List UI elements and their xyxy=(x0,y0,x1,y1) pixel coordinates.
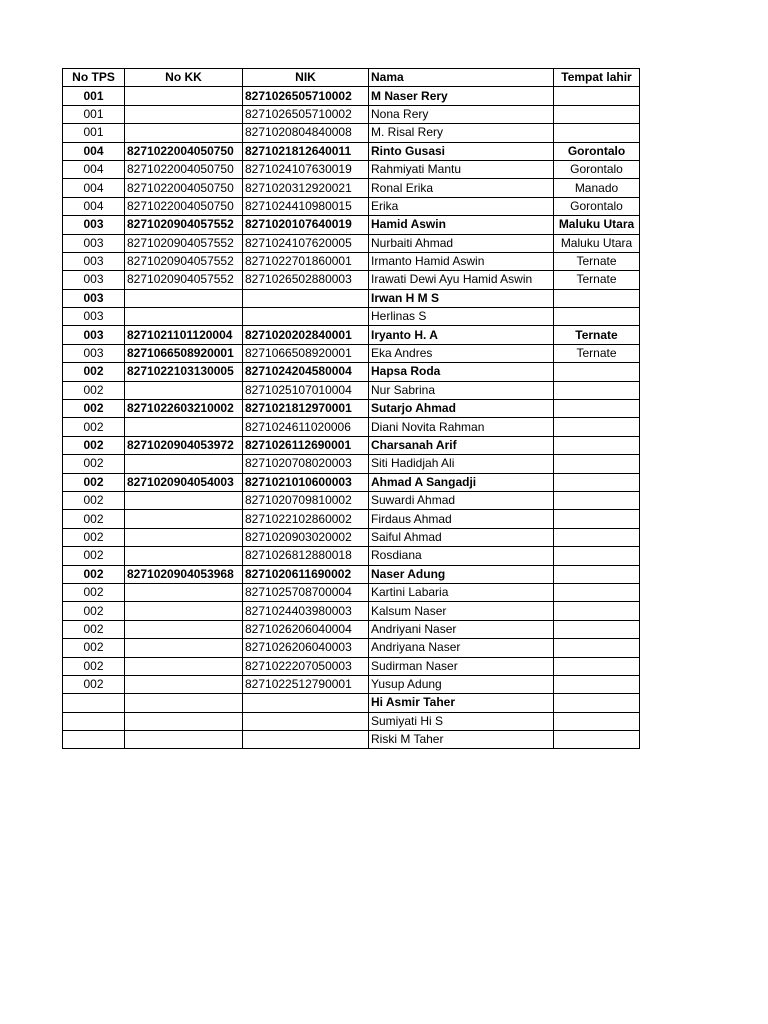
cell-nik: 8271020709810002 xyxy=(243,491,369,509)
cell-tempat-lahir xyxy=(554,400,640,418)
cell-nama: Sutarjo Ahmad xyxy=(369,400,554,418)
cell-nik: 8271066508920001 xyxy=(243,344,369,362)
cell-tempat-lahir xyxy=(554,510,640,528)
cell-nama: Hi Asmir Taher xyxy=(369,694,554,712)
cell-nama: Herlinas S xyxy=(369,308,554,326)
cell-no-tps xyxy=(63,731,125,749)
cell-nama: M. Risal Rery xyxy=(369,124,554,142)
table-row xyxy=(63,620,640,638)
cell-no-tps: 002 xyxy=(63,657,125,675)
table-row xyxy=(63,124,640,142)
cell-nama: Sudirman Naser xyxy=(369,657,554,675)
header-no-kk: No KK xyxy=(125,69,243,87)
cell-no-tps: 003 xyxy=(63,234,125,252)
cell-no-tps: 002 xyxy=(63,436,125,454)
cell-tempat-lahir: Manado xyxy=(554,179,640,197)
cell-no-tps: 001 xyxy=(63,87,125,105)
cell-nik xyxy=(243,694,369,712)
table-row xyxy=(63,252,640,270)
cell-no-tps: 002 xyxy=(63,381,125,399)
cell-no-kk xyxy=(125,712,243,730)
cell-no-tps: 002 xyxy=(63,510,125,528)
cell-nama: Rahmiyati Mantu xyxy=(369,160,554,178)
table-row xyxy=(63,583,640,601)
cell-no-tps: 003 xyxy=(63,271,125,289)
cell-tempat-lahir xyxy=(554,547,640,565)
table-row xyxy=(63,565,640,583)
cell-tempat-lahir xyxy=(554,583,640,601)
cell-no-kk: 8271022603210002 xyxy=(125,400,243,418)
cell-nik: 8271021010600003 xyxy=(243,473,369,491)
table-row xyxy=(63,363,640,381)
cell-no-tps: 001 xyxy=(63,105,125,123)
cell-nik: 8271025708700004 xyxy=(243,583,369,601)
table-row xyxy=(63,455,640,473)
cell-tempat-lahir xyxy=(554,363,640,381)
cell-no-kk xyxy=(125,87,243,105)
cell-nama: Irmanto Hamid Aswin xyxy=(369,252,554,270)
table-row xyxy=(63,308,640,326)
cell-nama: Eka Andres xyxy=(369,344,554,362)
cell-tempat-lahir: Ternate xyxy=(554,271,640,289)
cell-nik: 8271022207050003 xyxy=(243,657,369,675)
cell-nik xyxy=(243,308,369,326)
cell-nik: 8271024204580004 xyxy=(243,363,369,381)
cell-tempat-lahir xyxy=(554,712,640,730)
cell-no-tps: 004 xyxy=(63,179,125,197)
cell-nik xyxy=(243,712,369,730)
cell-no-kk xyxy=(125,583,243,601)
cell-nama: Diani Novita Rahman xyxy=(369,418,554,436)
table-row xyxy=(63,675,640,693)
cell-nama: Kalsum Naser xyxy=(369,602,554,620)
cell-nik: 8271022701860001 xyxy=(243,252,369,270)
cell-no-kk: 8271020904057552 xyxy=(125,234,243,252)
cell-nik: 8271022512790001 xyxy=(243,675,369,693)
table-row xyxy=(63,142,640,160)
cell-nik: 8271026502880003 xyxy=(243,271,369,289)
header-nama: Nama xyxy=(369,69,554,87)
header-nik: NIK xyxy=(243,69,369,87)
cell-nama: Riski M Taher xyxy=(369,731,554,749)
cell-nik: 8271022102860002 xyxy=(243,510,369,528)
cell-nik: 8271025107010004 xyxy=(243,381,369,399)
cell-nama: Rinto Gusasi xyxy=(369,142,554,160)
cell-no-kk xyxy=(125,547,243,565)
cell-tempat-lahir xyxy=(554,124,640,142)
cell-tempat-lahir xyxy=(554,620,640,638)
cell-no-tps: 003 xyxy=(63,216,125,234)
cell-nik: 8271026206040003 xyxy=(243,639,369,657)
cell-nama: Iryanto H. A xyxy=(369,326,554,344)
cell-nik xyxy=(243,731,369,749)
cell-tempat-lahir xyxy=(554,491,640,509)
cell-no-tps: 002 xyxy=(63,455,125,473)
cell-nama: Erika xyxy=(369,197,554,215)
table-row xyxy=(63,160,640,178)
cell-no-tps: 003 xyxy=(63,344,125,362)
table-row xyxy=(63,602,640,620)
cell-nama: Sumiyati Hi S xyxy=(369,712,554,730)
cell-tempat-lahir: Ternate xyxy=(554,344,640,362)
cell-nik: 8271020611690002 xyxy=(243,565,369,583)
cell-nama: Nona Rery xyxy=(369,105,554,123)
cell-no-kk: 8271066508920001 xyxy=(125,344,243,362)
table-row xyxy=(63,234,640,252)
cell-no-kk: 8271020904057552 xyxy=(125,252,243,270)
voter-table xyxy=(62,68,640,749)
cell-nama: Firdaus Ahmad xyxy=(369,510,554,528)
cell-no-tps: 002 xyxy=(63,418,125,436)
cell-no-tps: 002 xyxy=(63,675,125,693)
cell-nik: 8271024403980003 xyxy=(243,602,369,620)
cell-no-tps: 002 xyxy=(63,363,125,381)
cell-no-tps xyxy=(63,712,125,730)
cell-tempat-lahir: Gorontalo xyxy=(554,142,640,160)
cell-no-tps: 002 xyxy=(63,602,125,620)
cell-nik: 8271024410980015 xyxy=(243,197,369,215)
cell-tempat-lahir: Ternate xyxy=(554,326,640,344)
table-row xyxy=(63,326,640,344)
cell-no-kk xyxy=(125,620,243,638)
cell-nama: Kartini Labaria xyxy=(369,583,554,601)
cell-nik: 8271020202840001 xyxy=(243,326,369,344)
cell-nama: Saiful Ahmad xyxy=(369,528,554,546)
table-row xyxy=(63,105,640,123)
cell-no-tps: 004 xyxy=(63,160,125,178)
cell-nik: 8271026505710002 xyxy=(243,87,369,105)
cell-tempat-lahir xyxy=(554,639,640,657)
cell-no-tps: 002 xyxy=(63,565,125,583)
header-tempat-lahir: Tempat lahir xyxy=(554,69,640,87)
table-row xyxy=(63,271,640,289)
header-row xyxy=(63,69,640,87)
table-row xyxy=(63,436,640,454)
table-row xyxy=(63,528,640,546)
cell-nama: Irwan H M S xyxy=(369,289,554,307)
cell-tempat-lahir xyxy=(554,675,640,693)
table-row xyxy=(63,344,640,362)
table-row xyxy=(63,473,640,491)
table-row xyxy=(63,639,640,657)
cell-tempat-lahir: Ternate xyxy=(554,252,640,270)
cell-nama: Ahmad A Sangadji xyxy=(369,473,554,491)
cell-no-kk xyxy=(125,639,243,657)
cell-no-kk xyxy=(125,602,243,620)
cell-nik: 8271020804840008 xyxy=(243,124,369,142)
cell-no-kk xyxy=(125,418,243,436)
cell-no-kk xyxy=(125,675,243,693)
cell-no-tps: 002 xyxy=(63,620,125,638)
cell-tempat-lahir xyxy=(554,87,640,105)
cell-no-kk xyxy=(125,694,243,712)
table-row xyxy=(63,381,640,399)
cell-tempat-lahir xyxy=(554,602,640,620)
cell-no-tps: 002 xyxy=(63,528,125,546)
table-row xyxy=(63,731,640,749)
cell-nama: Hamid Aswin xyxy=(369,216,554,234)
cell-tempat-lahir xyxy=(554,731,640,749)
cell-nama: Naser Adung xyxy=(369,565,554,583)
cell-no-kk xyxy=(125,381,243,399)
cell-nama: Ronal Erika xyxy=(369,179,554,197)
cell-tempat-lahir xyxy=(554,694,640,712)
table-row xyxy=(63,491,640,509)
table-row xyxy=(63,712,640,730)
cell-nik: 8271024611020006 xyxy=(243,418,369,436)
cell-nik: 8271024107630019 xyxy=(243,160,369,178)
cell-tempat-lahir xyxy=(554,381,640,399)
cell-tempat-lahir xyxy=(554,436,640,454)
cell-no-kk: 8271020904057552 xyxy=(125,216,243,234)
cell-no-tps: 001 xyxy=(63,124,125,142)
table-row xyxy=(63,197,640,215)
cell-no-tps: 002 xyxy=(63,400,125,418)
cell-no-tps: 002 xyxy=(63,547,125,565)
cell-tempat-lahir xyxy=(554,657,640,675)
table-row xyxy=(63,547,640,565)
table-body xyxy=(63,87,640,749)
cell-no-kk: 8271020904053972 xyxy=(125,436,243,454)
cell-tempat-lahir: Maluku Utara xyxy=(554,234,640,252)
cell-nama: Rosdiana xyxy=(369,547,554,565)
cell-nama: Andriyana Naser xyxy=(369,639,554,657)
cell-nama: M Naser Rery xyxy=(369,87,554,105)
cell-no-kk: 8271022004050750 xyxy=(125,160,243,178)
cell-no-kk: 8271020904057552 xyxy=(125,271,243,289)
table-row xyxy=(63,179,640,197)
cell-no-kk: 8271020904053968 xyxy=(125,565,243,583)
cell-no-tps: 003 xyxy=(63,252,125,270)
cell-nama: Yusup Adung xyxy=(369,675,554,693)
cell-nama: Hapsa Roda xyxy=(369,363,554,381)
cell-tempat-lahir xyxy=(554,418,640,436)
cell-tempat-lahir xyxy=(554,528,640,546)
table-row xyxy=(63,510,640,528)
cell-no-kk xyxy=(125,528,243,546)
cell-nik: 8271021812970001 xyxy=(243,400,369,418)
cell-tempat-lahir xyxy=(554,308,640,326)
cell-nik: 8271020708020003 xyxy=(243,455,369,473)
cell-nik: 8271020903020002 xyxy=(243,528,369,546)
cell-nama: Suwardi Ahmad xyxy=(369,491,554,509)
cell-no-kk xyxy=(125,731,243,749)
cell-no-tps: 002 xyxy=(63,639,125,657)
table-row xyxy=(63,400,640,418)
cell-nik: 8271026812880018 xyxy=(243,547,369,565)
cell-nik: 8271026112690001 xyxy=(243,436,369,454)
cell-no-tps: 004 xyxy=(63,197,125,215)
cell-no-kk: 8271021101120004 xyxy=(125,326,243,344)
table-row xyxy=(63,418,640,436)
cell-tempat-lahir xyxy=(554,565,640,583)
cell-tempat-lahir xyxy=(554,473,640,491)
table-row xyxy=(63,87,640,105)
cell-tempat-lahir: Gorontalo xyxy=(554,160,640,178)
cell-nama: Charsanah Arif xyxy=(369,436,554,454)
cell-no-kk xyxy=(125,510,243,528)
cell-nama: Siti Hadidjah Ali xyxy=(369,455,554,473)
cell-no-kk xyxy=(125,455,243,473)
cell-no-tps: 002 xyxy=(63,473,125,491)
cell-nama: Nur Sabrina xyxy=(369,381,554,399)
cell-nik: 8271026505710002 xyxy=(243,105,369,123)
cell-tempat-lahir: Gorontalo xyxy=(554,197,640,215)
cell-no-tps: 003 xyxy=(63,289,125,307)
cell-nik: 8271024107620005 xyxy=(243,234,369,252)
cell-no-kk xyxy=(125,105,243,123)
cell-tempat-lahir xyxy=(554,455,640,473)
cell-no-kk xyxy=(125,124,243,142)
cell-no-tps: 003 xyxy=(63,326,125,344)
cell-no-tps: 002 xyxy=(63,583,125,601)
cell-nik: 8271020107640019 xyxy=(243,216,369,234)
table-row xyxy=(63,289,640,307)
cell-no-kk xyxy=(125,289,243,307)
cell-no-tps: 004 xyxy=(63,142,125,160)
cell-no-kk: 8271020904054003 xyxy=(125,473,243,491)
cell-nama: Andriyani Naser xyxy=(369,620,554,638)
table-row xyxy=(63,694,640,712)
cell-no-kk: 8271022004050750 xyxy=(125,142,243,160)
cell-no-tps: 002 xyxy=(63,491,125,509)
header-no-tps: No TPS xyxy=(63,69,125,87)
cell-tempat-lahir xyxy=(554,289,640,307)
table-row xyxy=(63,657,640,675)
cell-no-kk: 8271022004050750 xyxy=(125,197,243,215)
cell-nik: 8271020312920021 xyxy=(243,179,369,197)
cell-no-kk: 8271022103130005 xyxy=(125,363,243,381)
cell-no-tps xyxy=(63,694,125,712)
cell-nik xyxy=(243,289,369,307)
cell-no-kk xyxy=(125,308,243,326)
table-row xyxy=(63,216,640,234)
cell-no-tps: 003 xyxy=(63,308,125,326)
cell-no-kk xyxy=(125,491,243,509)
cell-nik: 8271026206040004 xyxy=(243,620,369,638)
cell-nik: 8271021812640011 xyxy=(243,142,369,160)
cell-no-kk: 8271022004050750 xyxy=(125,179,243,197)
cell-tempat-lahir xyxy=(554,105,640,123)
cell-tempat-lahir: Maluku Utara xyxy=(554,216,640,234)
cell-nama: Nurbaiti Ahmad xyxy=(369,234,554,252)
cell-nama: Irawati Dewi Ayu Hamid Aswin xyxy=(369,271,554,289)
cell-no-kk xyxy=(125,657,243,675)
